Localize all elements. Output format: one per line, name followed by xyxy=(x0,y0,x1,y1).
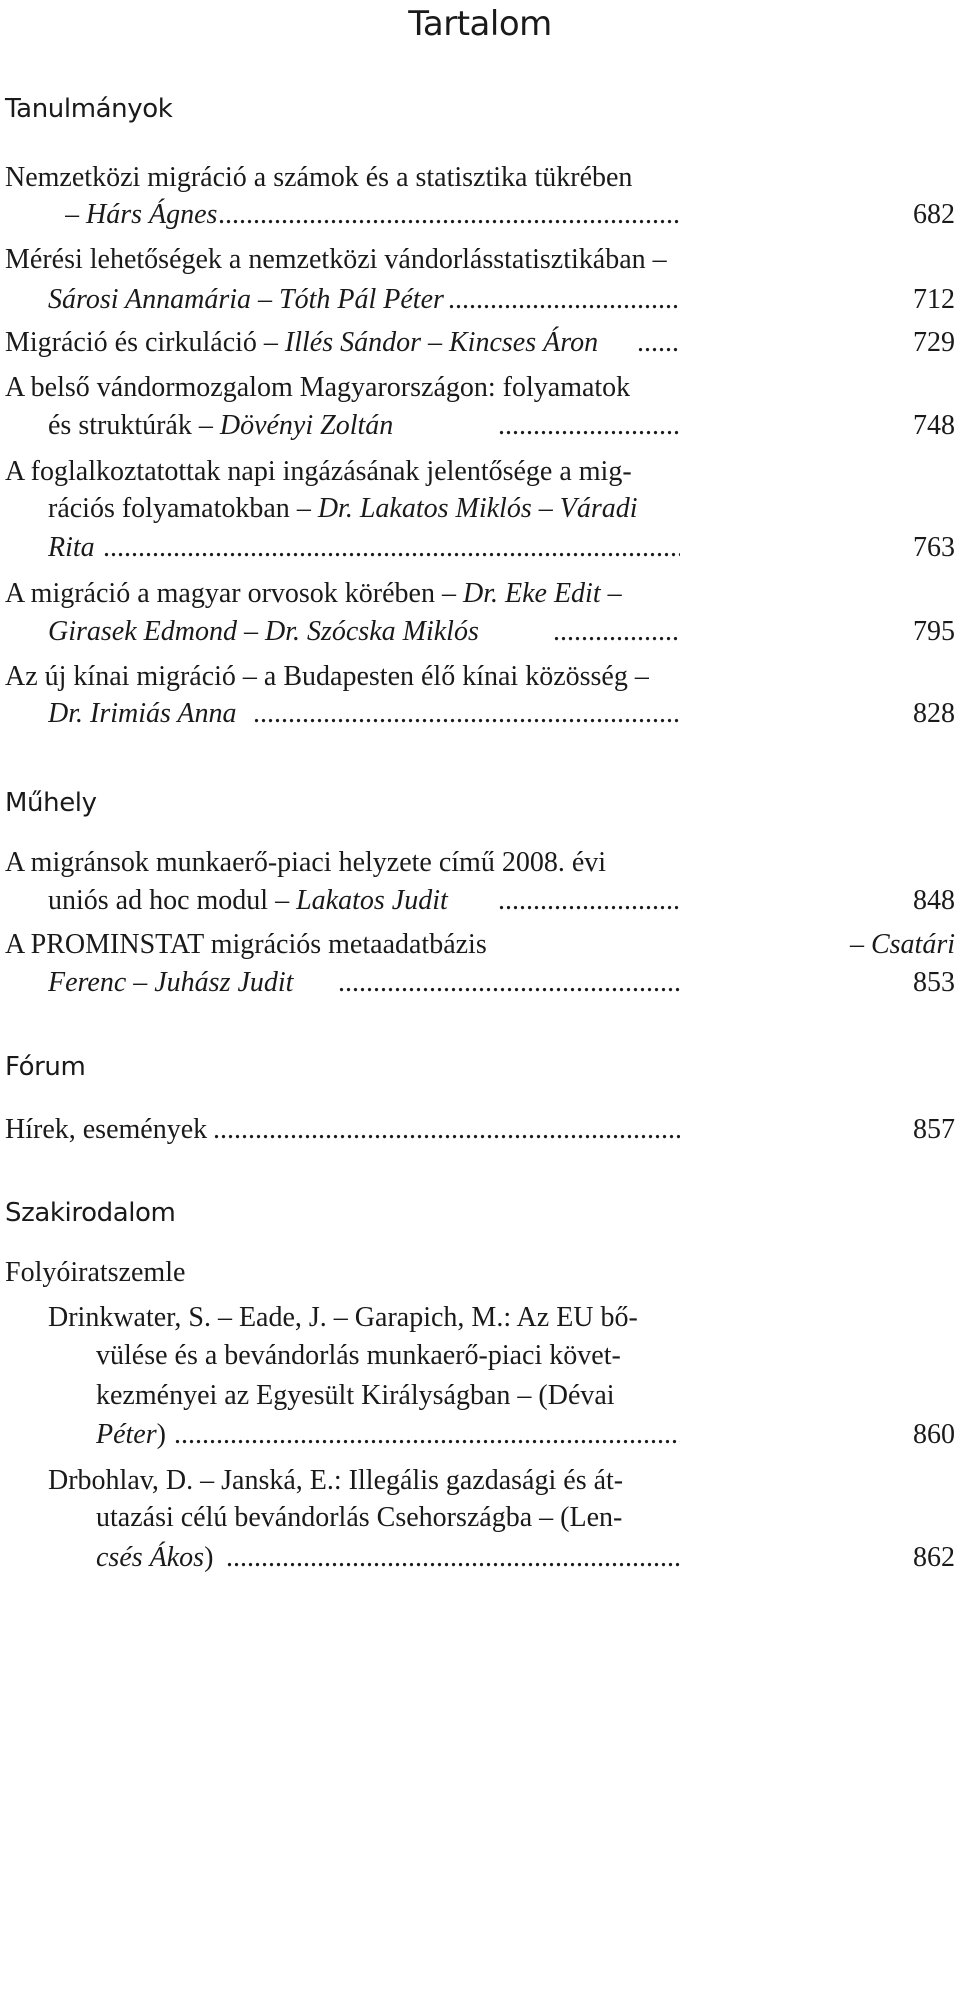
toc-entry-line[interactable] xyxy=(96,1376,680,1416)
toc-entry-author: Dr. Irimiás Anna xyxy=(48,698,237,729)
toc-entry-line[interactable] xyxy=(48,528,680,568)
leader-dots xyxy=(498,406,680,446)
page-number: 682 xyxy=(913,199,955,230)
toc-entry-text: Nemzetközi migráció a számok és a statisztika tükrében xyxy=(5,162,633,193)
toc-entry-text: Mérési lehetőségek a nemzetközi vándorlásstatisztikában – xyxy=(5,244,667,275)
toc-entry-author: Hárs Ágnes xyxy=(86,199,218,230)
toc-entry-line[interactable] xyxy=(65,195,680,235)
page-number: 712 xyxy=(913,284,955,315)
toc-entry-line[interactable] xyxy=(48,489,955,529)
page-number: 828 xyxy=(913,698,955,729)
page-number: 857 xyxy=(913,1114,955,1145)
leader-dots xyxy=(553,612,680,652)
toc-entry-author: – Csatári xyxy=(849,929,955,960)
toc-entry-text: A migránsok munkaerő-piaci helyzete című 2008. évi xyxy=(5,847,607,878)
toc-entry-text: A belső vándormozgalom Magyarországon: folyamatok xyxy=(5,372,631,403)
toc-entry-author: Girasek Edmond – Dr. Szócska Miklós xyxy=(48,616,479,647)
toc-entry-author: – Dövényi Zoltán xyxy=(198,410,394,441)
page-number: 748 xyxy=(913,410,955,441)
subsection-title: Folyóiratszemle xyxy=(5,1257,186,1288)
leader-dots xyxy=(448,280,680,320)
section-heading-szakirodalom: Szakirodalom xyxy=(5,1198,176,1228)
page-number: 729 xyxy=(913,327,955,358)
page-number: 853 xyxy=(913,967,955,998)
leader-dots xyxy=(103,528,680,568)
toc-entry-text: ) xyxy=(204,1542,214,1573)
toc-entry-line[interactable] xyxy=(96,1498,680,1538)
toc-entry-line[interactable] xyxy=(48,694,680,734)
toc-entry-line[interactable] xyxy=(48,280,680,320)
toc-entry-text: utazási célú bevándorlás Csehországba – (Len- xyxy=(96,1502,623,1533)
toc-entry-text: vülése és a bevándorlás munkaerő-piaci követ- xyxy=(96,1340,621,1371)
toc-entry-line[interactable] xyxy=(96,1415,680,1455)
section-heading-tanulmanyok: Tanulmányok xyxy=(5,94,173,124)
toc-entry-text: Drinkwater, S. – Eade, J. – Garapich, M.: Az EU bő- xyxy=(48,1302,638,1333)
toc-entry-line[interactable] xyxy=(5,452,955,492)
toc-entry-line[interactable] xyxy=(48,406,680,446)
toc-entry-author: – Illés Sándor – Kincses Áron xyxy=(263,327,599,358)
page-number: 860 xyxy=(913,1419,955,1450)
toc-entry-line[interactable] xyxy=(5,368,630,408)
toc-entry-line[interactable] xyxy=(5,323,680,363)
toc-entry-line[interactable] xyxy=(96,1336,680,1376)
leader-dots xyxy=(253,694,680,734)
section-heading-muhely: Műhely xyxy=(5,788,97,818)
page-number: 848 xyxy=(913,885,955,916)
toc-entry-text: Drbohlav, D. – Janská, E.: Illegális gazdasági és át- xyxy=(48,1465,624,1496)
toc-entry-line[interactable] xyxy=(5,925,955,965)
toc-entry-line[interactable] xyxy=(5,1110,680,1150)
toc-entry-author: csés Ákos xyxy=(96,1542,205,1573)
page-title: Tartalom xyxy=(408,4,552,44)
leader-dots xyxy=(637,323,680,363)
section-heading-forum: Fórum xyxy=(5,1052,86,1082)
toc-entry-text: A migráció a magyar orvosok körében xyxy=(5,578,442,609)
toc-entry-line[interactable] xyxy=(96,1538,680,1578)
leader-dots xyxy=(498,881,680,921)
leader-dots xyxy=(213,1110,680,1150)
toc-entry-line[interactable] xyxy=(5,574,622,614)
toc-entry-line[interactable] xyxy=(48,963,680,1003)
toc-entry-author: Ferenc – Juhász Judit xyxy=(48,967,294,998)
toc-entry-text: ) xyxy=(156,1419,166,1450)
toc-entry-line[interactable] xyxy=(48,612,680,652)
leader-dots xyxy=(338,963,680,1003)
toc-entry-author: – Dr. Eke Edit – xyxy=(441,578,622,609)
toc-entry-author: – Dr. Lakatos Miklós – Váradi xyxy=(296,493,638,524)
page-number: 795 xyxy=(913,616,955,647)
toc-entry-text: Migráció és cirkuláció xyxy=(5,327,264,358)
toc-entry-text: rációs folyamatokban xyxy=(48,493,290,524)
toc-entry-line[interactable] xyxy=(5,657,649,697)
toc-entry-text: uniós ad hoc modul xyxy=(48,885,276,916)
leader-dots xyxy=(174,1415,680,1455)
toc-entry-text: – xyxy=(65,199,86,230)
toc-entry-line[interactable] xyxy=(5,158,632,198)
toc-entry-author: – Lakatos Judit xyxy=(275,885,448,916)
toc-entry-text: és struktúrák xyxy=(48,410,199,441)
toc-entry-line[interactable] xyxy=(5,240,667,280)
toc-entry-text: A PROMINSTAT migrációs metaadatbázis xyxy=(5,929,487,960)
toc-entry-author: Péter xyxy=(96,1419,157,1450)
toc-entry-text: kezményei az Egyesült Királyságban – (Dévai xyxy=(96,1380,615,1411)
leader-dots xyxy=(226,1538,680,1578)
leader-dots xyxy=(218,195,680,235)
toc-entry-author: Sárosi Annamária – Tóth Pál Péter xyxy=(48,284,444,315)
toc-entry-author: Rita xyxy=(48,532,95,563)
toc-entry-line[interactable] xyxy=(48,1298,680,1338)
toc-entry-line[interactable] xyxy=(48,1461,680,1501)
subsection-heading-folyoiratszemle xyxy=(5,1253,185,1293)
page-number: 763 xyxy=(913,532,955,563)
toc-entry-text: Az új kínai migráció – a Budapesten élő kínai közösség – xyxy=(5,661,649,692)
toc-entry-text: A foglalkoztatottak napi ingázásának jelentősége a mig- xyxy=(5,456,632,487)
toc-entry-text: Hírek, események xyxy=(5,1114,208,1145)
toc-entry-line[interactable] xyxy=(5,843,955,883)
page-number: 862 xyxy=(913,1542,955,1573)
toc-entry-line[interactable] xyxy=(48,881,680,921)
